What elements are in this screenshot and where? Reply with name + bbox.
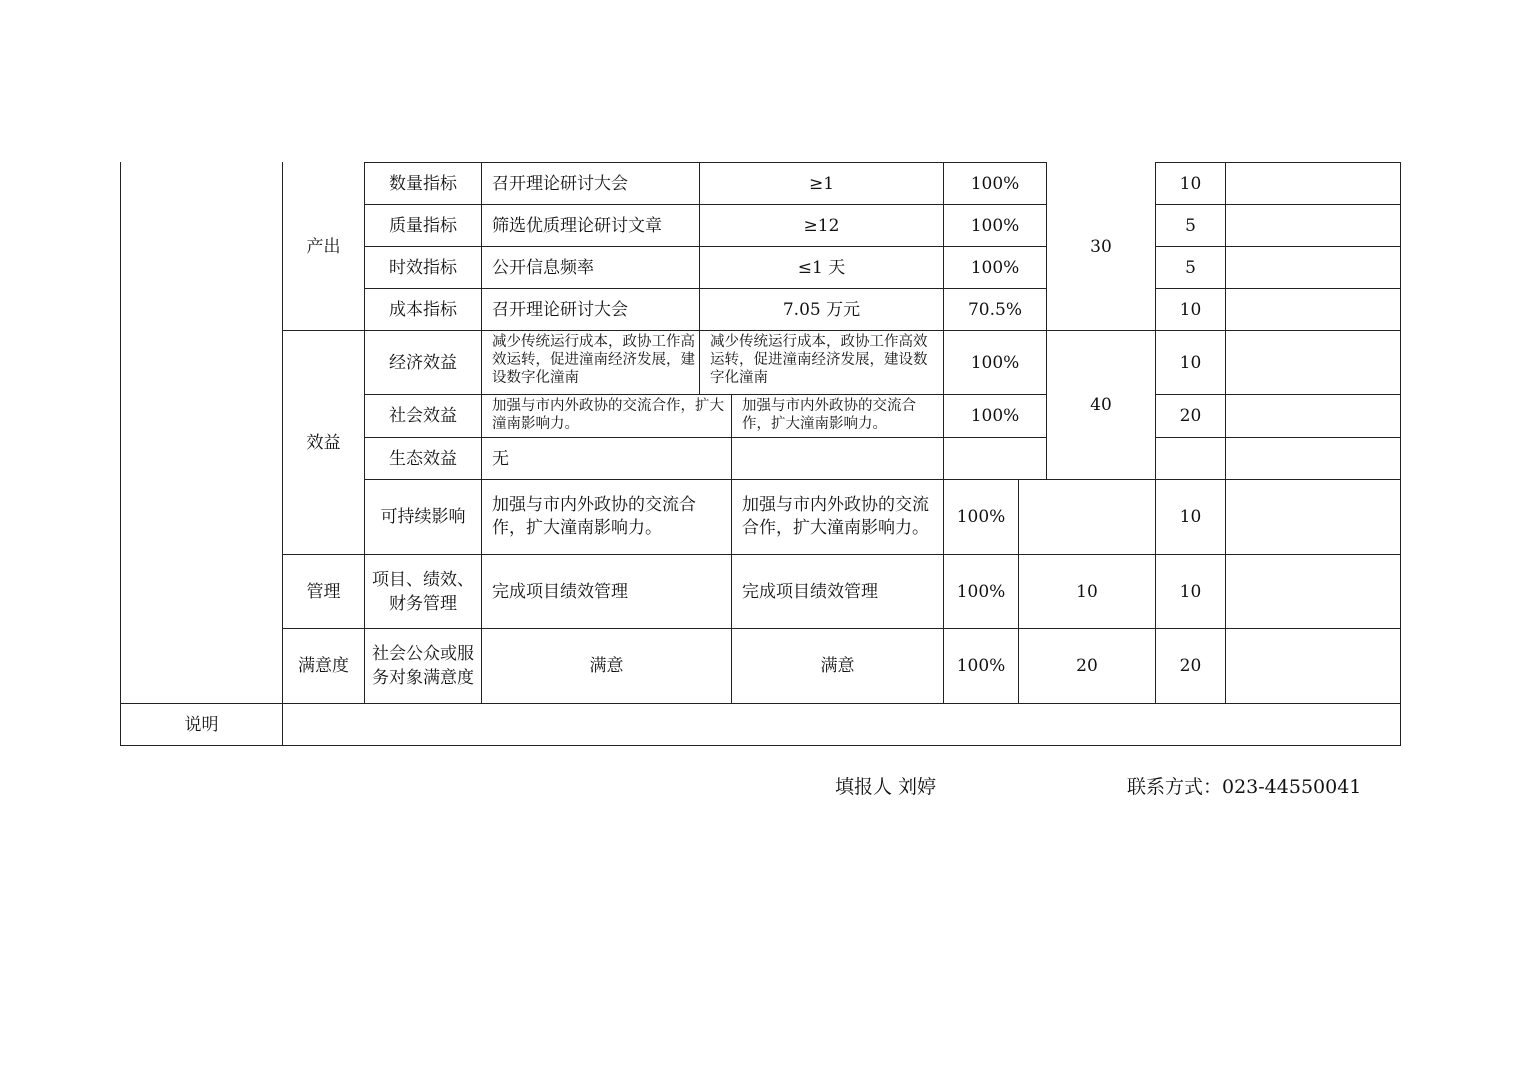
row-weight: 10 (1076, 581, 1098, 602)
row-rate: 70.5% (967, 299, 1022, 320)
row-type: 时效指标 (389, 257, 457, 278)
row-score: 20 (1179, 406, 1202, 426)
contact-info: 联系方式：023-44550041 (1127, 776, 1362, 798)
output-subtotal: 30 (1090, 236, 1112, 257)
row-content: 筛选优质理论研讨文章 (492, 215, 662, 236)
row-type: 项目、绩效、财务管理 (372, 569, 474, 614)
row-score: 10 (1179, 173, 1202, 194)
row-rate: 100% (956, 656, 1006, 676)
category-management: 管理 (306, 581, 341, 602)
row-rate: 100% (970, 173, 1020, 194)
row-score: 10 (1179, 352, 1202, 373)
row-target: ≤1 天 (797, 257, 846, 278)
row-content: 加强与市内外政协的交流合作，扩大潼南影响力。 (492, 495, 696, 538)
row-type: 数量指标 (389, 173, 457, 194)
notes-label: 说明 (184, 714, 219, 735)
row-content: 召开理论研讨大会 (492, 299, 628, 320)
row-rate: 100% (956, 507, 1006, 527)
row-type: 生态效益 (389, 448, 457, 469)
row-rate: 100% (970, 215, 1020, 236)
row-content: 减少传统运行成本，政协工作高效运转，促进潼南经济发展，建设数字化潼南 (492, 334, 695, 386)
row-type: 经济效益 (389, 352, 457, 373)
row-type: 成本指标 (389, 299, 457, 320)
row-target: 加强与市内外政协的交流合作，扩大潼南影响力。 (742, 398, 916, 432)
row-type: 社会效益 (389, 406, 457, 426)
row-target: 满意 (820, 656, 855, 676)
row-rate: 100% (970, 257, 1020, 278)
row-type: 社会公众或服务对象满意度 (372, 644, 474, 688)
benefit-subtotal: 40 (1090, 395, 1112, 415)
row-content: 完成项目绩效管理 (492, 581, 628, 602)
row-score: 10 (1179, 581, 1202, 602)
category-output: 产出 (306, 236, 341, 257)
row-score: 5 (1185, 215, 1196, 236)
row-score: 10 (1179, 507, 1202, 527)
row-rate: 100% (970, 352, 1020, 373)
row-type: 质量指标 (389, 215, 457, 236)
row-target: ≥1 (808, 173, 835, 194)
row-target: 7.05 万元 (782, 299, 861, 320)
row-target: ≥12 (803, 215, 840, 236)
row-target: 加强与市内外政协的交流合作，扩大潼南影响力。 (742, 495, 929, 538)
row-score: 5 (1185, 257, 1196, 278)
row-content: 无 (492, 448, 509, 469)
row-weight: 20 (1076, 656, 1098, 676)
row-content: 加强与市内外政协的交流合作，扩大潼南影响力。 (492, 398, 724, 432)
row-content: 召开理论研讨大会 (492, 173, 628, 194)
reporter: 填报人 刘婷 (835, 776, 937, 798)
row-score: 10 (1179, 299, 1202, 320)
row-content: 满意 (589, 656, 624, 676)
category-benefit: 效益 (306, 432, 341, 453)
row-content: 公开信息频率 (492, 257, 594, 278)
category-satisfaction: 满意度 (298, 656, 349, 676)
row-rate: 100% (956, 581, 1006, 602)
row-type: 可持续影响 (380, 507, 466, 527)
row-score: 20 (1179, 656, 1202, 676)
row-rate: 100% (970, 406, 1020, 426)
row-target: 减少传统运行成本，政协工作高效运转，促进潼南经济发展，建设数字化潼南 (710, 334, 928, 386)
row-target: 完成项目绩效管理 (742, 581, 878, 602)
